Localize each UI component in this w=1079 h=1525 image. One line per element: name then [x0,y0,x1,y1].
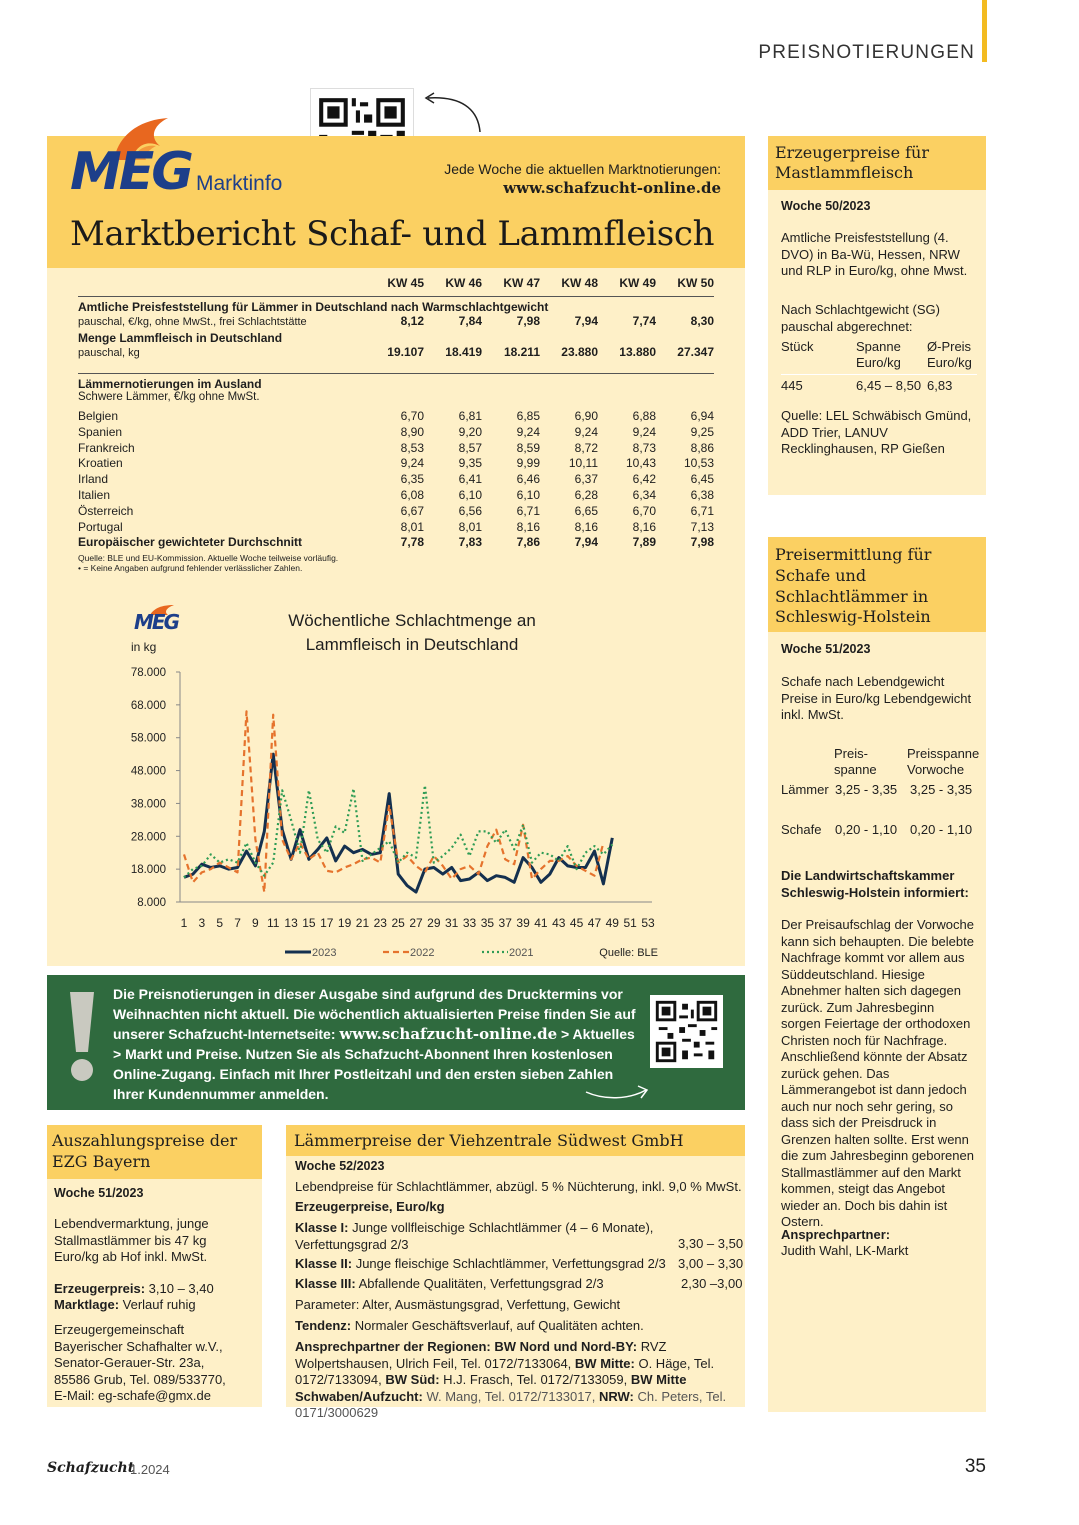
y-tick-label: 8.000 [137,897,166,909]
sec2-value: 18.419 [445,345,482,359]
vz-k1-val: 3,30 – 3,50 [678,1236,744,1251]
ezg-p1: Lebendvermarktung, junge Stallmastlämmer bis 47 kg Euro/kg ab Hof inkl. MwSt. [54,1216,209,1264]
country-value: 8,59 [516,440,540,455]
line-chart [100,660,680,965]
sh-lk-head: Die Landwirtschaftskammer Schleswig-Holstein informiert: [781,868,969,900]
country-value: 7,83 [458,535,482,550]
x-tick-label: 7 [234,916,241,930]
sec2-row [78,345,714,359]
country-value: 8,01 [400,519,424,534]
vz-p1: Lebendpreise für Schlachtlämmer, abzügl. 5 % Nüchterung, inkl. 9,0 % MwSt. [295,1179,742,1194]
country-value: 6,45 [690,472,714,487]
footer-issue: 1.2024 [130,1462,170,1477]
vz-contact-a: RVZ Wolpertshausen, Ulrich Feil, Tel. 0172/7133064, [295,1339,667,1371]
meg-logo-sub: Marktinfo [196,172,283,195]
section-label: PREISNOTIERUNGEN [758,42,975,63]
y-tick-label: 58.000 [130,732,166,745]
header-accent-bar [982,0,987,62]
vz-contact-a-label: BW Nord und Nord-BY: [494,1339,638,1354]
country-value: 6,56 [458,503,482,518]
country-value: 8,72 [574,440,598,455]
vz-contact-b-label: BW Mitte: [574,1355,635,1371]
erzeuger-week: Woche 50/2023 [781,199,871,213]
footer-magazine: Schafzucht [47,1460,135,1476]
vz-contacts [295,1339,735,1422]
country-value: 10,53 [683,456,714,471]
x-tick-label: 45 [569,916,584,930]
country-value: 6,35 [400,472,424,487]
meg-promo-url: www.schafzucht-online.de [503,179,721,197]
x-tick-label: 51 [623,916,637,930]
notice-text [113,984,643,1104]
legend-label: 2023 [312,947,337,959]
meg-promo-text: Jede Woche die aktuellen Marktnotierungen: [444,161,721,177]
x-tick-label: 21 [355,916,370,930]
ezg-market-label: Marktlage: [54,1297,120,1312]
ezg-price-label: Erzeugerpreis: [54,1281,146,1296]
market-table [78,276,714,573]
x-tick-label: 41 [534,916,548,930]
sh-lk-text: Der Preisaufschlag der Vorwoche kann sich behaupten. Die belebte Nachfrage kommt vor allem aus Süddeutschland. Hiesige Abnehmer halten sich dagegen zurück. Zum Jahresbeginn sorgen Feiertage der orthodoxen Christen noch für Nachfrage. Anschließend könnte der Absatz zurück gehen. Das Lämmerangebot ist dann jedoch auch nur noch sehr gering, so dass sich der Preisdruck in Grenzen halten sollte. Erst wenn die zum Jahresbeginn geborenen Stallmastlämmer auf den Markt kommen, steigt das Angebot wieder an. Doch bis dahin ist Ostern. [781,917,974,1229]
week-header: KW 50 [677,276,714,290]
legend-label: 2021 [509,947,534,959]
sh-r2-v2: 0,20 - 1,10 [910,822,973,837]
country-value: 7,94 [574,535,598,550]
sh-r1-label: Lämmer [781,782,829,797]
x-tick-label: 17 [320,916,334,930]
country-value: 6,67 [400,503,424,518]
x-tick-label: 1 [180,916,188,930]
x-tick-label: 37 [498,916,512,930]
country-value: 8,90 [400,424,424,439]
sec2-sub: pauschal, kg [78,347,140,359]
country-value: 7,78 [400,535,424,550]
x-tick-label: 15 [302,916,316,930]
erzeuger-col3a: Ø-Preis [927,339,972,354]
country-value: 8,73 [632,440,656,455]
vz-contact-e: Ch. Peters, Tel. 0171/3000629 [295,1388,727,1420]
country-value: 7,13 [690,519,714,534]
sec1-value: 8,30 [690,314,714,328]
ezg-title: Auszahlungspreise der EZG Bayern [52,1131,238,1171]
country-value: 8,86 [690,440,714,455]
country-value: 6,41 [458,472,482,487]
week-header: KW 45 [387,276,424,290]
notice-url: www.schafzucht-online.de [339,1025,558,1043]
vz-k3-val: 2,30 –3,00 [681,1276,743,1291]
series-line-2023 [184,754,612,892]
table-rule [78,373,714,374]
week-header-row [78,276,714,294]
country-value: 6,71 [516,503,540,518]
erzeuger-p2: Nach Schlachtgewicht (SG) pauschal abgerechnet: [781,302,940,334]
x-tick-label: 43 [552,916,566,930]
sec2-value: 19.107 [387,345,424,359]
table-row [78,409,714,425]
qr-code-notice [650,995,723,1068]
sec3-title: Lämmernotierungen im Ausland [78,377,262,391]
country-value: 6,42 [632,472,656,487]
vz-k3-label: Klasse III: [295,1276,356,1291]
x-tick-label: 31 [445,916,459,930]
vz-contact-c-label: BW Süd: [385,1372,440,1387]
vz-contact-b: O. Häge, Tel. 0172/7133094, [295,1355,715,1387]
sec1-value: 7,74 [632,314,656,328]
curved-arrow-icon [420,88,490,136]
vz-contact-e-label: NRW: [598,1388,634,1404]
sec1-row [78,314,714,328]
week-header: KW 48 [561,276,598,290]
country-value: 6,70 [632,503,656,518]
ezg-price-line [54,1281,214,1298]
source-note: • = Keine Angaben aufgrund fehlender verlässlicher Zahlen. [78,563,303,574]
table-row [78,520,714,536]
sh-h2b: Vorwoche [907,762,965,777]
series-line-2022 [184,711,603,892]
x-tick-label: 3 [198,916,206,930]
vz-contact-c: H.J. Frasch, Tel. 0172/7133059, [439,1372,628,1387]
sh-h2a: Preisspanne [907,746,980,761]
country-value: 6,71 [690,503,714,518]
sh-title: Preisermittlung für Schafe und Schlachtlämmer in Schleswig-Holstein [775,545,932,627]
table-row [78,488,714,504]
country-name: Belgien [78,409,119,423]
country-value: 6,37 [574,472,598,487]
table-row [78,456,714,472]
ezg-market-line [54,1297,196,1314]
sh-intro: Schafe nach Lebendgewicht Preise in Euro/kg Lebendgewicht inkl. MwSt. [781,674,972,722]
table-row [78,504,714,520]
sh-r2-label: Schafe [781,822,822,837]
sec1-sub: pauschal, €/kg, ohne MwSt., frei Schlachtstätte [78,316,307,328]
sec2-value: 13.880 [619,345,656,359]
country-value: 6,81 [458,409,482,423]
vz-k2-val: 3,00 – 3,30 [678,1256,744,1271]
erzeuger-title: Erzeugerpreise für Mastlammfleisch [775,143,930,182]
erzeuger-col2b: Euro/kg [856,355,901,370]
vz-p2: Erzeugerpreise, Euro/kg [295,1199,445,1214]
vz-tendenz [295,1318,644,1335]
erzeuger-v3: 6,83 [927,378,953,393]
sec2-value: 27.347 [677,345,714,359]
country-value: 9,24 [632,424,656,439]
chart-logo: MEG [134,610,178,634]
vz-contact-label: Ansprechpartner der Regionen: [295,1339,491,1354]
y-tick-label: 68.000 [130,699,166,712]
x-tick-label: 11 [266,916,280,930]
sec1-value: 8,12 [400,314,424,328]
country-value: 9,20 [458,424,482,439]
erzeuger-v2: 6,45 – 8,50 [856,378,922,393]
x-tick-label: 5 [216,916,224,930]
sec1-value: 7,98 [516,314,540,328]
sec1-value: 7,84 [458,314,482,328]
vz-title: Lämmerpreise der Viehzentrale Südwest GmbH [294,1131,684,1150]
country-value: 6,46 [516,472,540,487]
y-tick-label: 38.000 [130,798,166,811]
notice-text-a: Die Preisnotierungen in dieser Ausgabe sind aufgrund des Drucktermins vor Weihnachten nicht aktuell. Die wöchentlich aktualisierten Preise finden Sie auf unserer Schafzucht-Internetseite: [113,986,636,1042]
erzeuger-rule [781,374,977,375]
erzeuger-col2a: Spanne [856,339,901,354]
ezg-price: 3,10 – 3,40 [145,1281,214,1296]
table-row [78,535,714,551]
vz-k2 [295,1256,666,1273]
notice-arrow-icon [584,1080,654,1104]
x-tick-label: 35 [480,916,495,930]
country-value: 6,70 [400,409,424,423]
week-header: KW 46 [445,276,482,290]
table-row [78,425,714,441]
country-value: 6,34 [632,487,656,502]
vz-k1-label: Klasse I: [295,1220,349,1235]
x-tick-label: 33 [462,916,477,930]
vz-tendenz-text: Normaler Geschäftsverlauf, auf Qualitäten achten. [351,1318,644,1333]
country-name: Österreich [78,503,134,518]
chart-title-line1: Wöchentliche Schlachtmenge an [288,611,536,630]
country-value: 8,01 [458,519,482,534]
erzeuger-col1: Stück [781,339,814,354]
country-name: Spanien [78,424,123,439]
sec1-title: Amtliche Preisfeststellung für Lämmer in Deutschland nach Warmschlachtgewicht [78,300,549,314]
week-header: KW 49 [619,276,656,290]
y-tick-label: 28.000 [130,831,166,844]
page-number: 35 [964,1456,986,1477]
country-value: 6,94 [690,409,714,423]
country-name: Portugal [78,519,123,534]
country-value: 6,38 [690,487,714,502]
y-tick-label: 18.000 [130,864,166,877]
sh-r1-v1: 3,25 - 3,35 [835,782,898,797]
qr-code-icon [650,995,723,1068]
country-value: 6,65 [574,503,598,518]
country-name: Frankreich [78,440,135,455]
x-tick-label: 19 [337,916,352,930]
country-name: Italien [78,487,111,502]
country-value: 9,99 [516,456,540,471]
country-name: Kroatien [78,456,123,471]
country-value: 10,11 [568,456,598,471]
country-value: 9,25 [690,424,714,439]
chart-title-line2: Lammfleisch in Deutschland [305,635,519,654]
country-value: 10,43 [625,456,656,471]
y-tick-label: 78.000 [130,667,166,679]
country-value: 9,24 [400,456,424,471]
vz-k1 [295,1220,655,1253]
country-value: 7,86 [516,535,540,550]
x-tick-label: 25 [391,916,405,930]
ezg-week: Woche 51/2023 [54,1186,144,1200]
x-tick-label: 9 [252,916,259,930]
country-value: 9,35 [458,456,482,471]
chart-source: Quelle: BLE [599,947,658,959]
country-value: 6,90 [574,409,598,423]
ezg-market: Verlauf ruhig [119,1297,196,1312]
sec2-title: Menge Lammfleisch in Deutschland [78,331,283,345]
erzeuger-source: Quelle: LEL Schwäbisch Gmünd, ADD Trier, LANUV Recklinghausen, RP Gießen [781,408,972,456]
country-value: 9,24 [574,424,598,439]
country-value: 9,24 [516,424,540,439]
sh-h1b: spanne [834,762,877,777]
sec3-sub: Schwere Lämmer, €/kg ohne MwSt. [78,391,260,403]
vz-k2-label: Klasse II: [295,1256,353,1271]
sec2-value: 18.211 [503,345,540,359]
table-row [78,441,714,457]
country-value: 8,16 [574,519,598,534]
country-value: 8,16 [516,519,540,534]
sh-r1-v2: 3,25 - 3,35 [910,782,973,797]
vz-params: Parameter: Alter, Ausmästungsgrad, Verfettung, Gewicht [295,1297,621,1312]
y-tick-label: 48.000 [130,765,166,778]
vz-contact-d-label: BW Mitte Schwaben/Aufzucht: [295,1372,687,1404]
country-name: Irland [78,472,109,487]
meg-logo-text: MEG [70,142,191,202]
sh-contact: Judith Wahl, LK-Markt [781,1243,909,1258]
source-note: Quelle: BLE und EU-Kommission. Aktuelle Woche teilweise vorläufig. [78,553,339,564]
erzeuger-col3b: Euro/kg [927,355,972,370]
ezg-address: Erzeugergemeinschaft Bayerischer Schafhalter w.V., Senator-Gerauer-Str. 23a, 85586 Grub, Tel. 089/533770, E-Mail: eg-schafe@gmx.de [54,1322,226,1403]
country-value: 6,88 [632,409,656,423]
sh-r2-v1: 0,20 - 1,10 [835,822,898,837]
notice-text-b: > Aktuelles > Markt und Preise. Nutzen Sie als Schafzucht-Abonnent Ihren kostenlosen Online-Zugang. Einfach mit Ihrer Postleitzahl und den ersten sieben Zahlen Ihrer Kundennummer anmelden. [113,1026,635,1102]
table-row [78,472,714,488]
x-tick-label: 13 [284,916,298,930]
legend-label: 2022 [410,947,435,959]
vz-k3 [295,1276,604,1293]
country-value: 6,08 [400,487,424,502]
vz-k3-text: Abfallende Qualitäten, Verfettungsgrad 2/3 [355,1276,604,1291]
sec1-value: 7,94 [574,314,598,328]
country-value: 6,85 [516,409,540,423]
country-value: 8,57 [458,440,482,455]
country-value: 8,16 [632,519,656,534]
week-header: KW 47 [503,276,540,290]
country-value: 7,89 [632,535,656,550]
vz-contact-d: W. Mang, Tel. 0172/7133017, [422,1388,596,1404]
x-tick-label: 47 [587,916,602,930]
page-title: Marktbericht Schaf- und Lammfleisch [70,214,715,254]
vz-tendenz-label: Tendenz: [295,1318,352,1333]
erzeuger-p1: Amtliche Preisfeststellung (4. DVO) in Ba-Wü, Hessen, NRW und RLP in Euro/kg, ohne Mwst. [781,230,968,278]
country-table [78,409,714,551]
country-value: 6,28 [574,487,598,502]
country-value: 8,53 [400,440,424,455]
sec2-value: 23.880 [561,345,598,359]
sh-h1a: Preis- [834,746,868,761]
sh-contact-head: Ansprechpartner: [781,1227,891,1242]
chart-ylabel: in kg [131,640,157,654]
vz-k2-text: Junge fleischige Schlachtlämmer, Verfettungsgrad 2/3 [352,1256,666,1271]
sh-week: Woche 51/2023 [781,642,871,656]
country-name: Europäischer gewichteter Durchschnitt [78,535,303,550]
x-tick-label: 23 [373,916,387,930]
x-tick-label: 39 [516,916,530,930]
country-value: 6,10 [458,487,482,502]
table-rule [78,296,714,297]
country-value: 6,10 [516,487,540,502]
country-value: 7,98 [690,535,714,550]
x-tick-label: 27 [409,916,423,930]
exclamation-icon [62,990,102,1086]
vz-week: Woche 52/2023 [295,1159,385,1173]
x-tick-label: 29 [427,916,441,930]
x-tick-label: 53 [641,916,655,930]
vz-k1-text: Junge vollfleischige Schlachtlämmer (4 – 6 Monate), Verfettungsgrad 2/3 [295,1220,654,1252]
erzeuger-v1: 445 [781,378,803,393]
x-tick-label: 49 [605,916,619,930]
